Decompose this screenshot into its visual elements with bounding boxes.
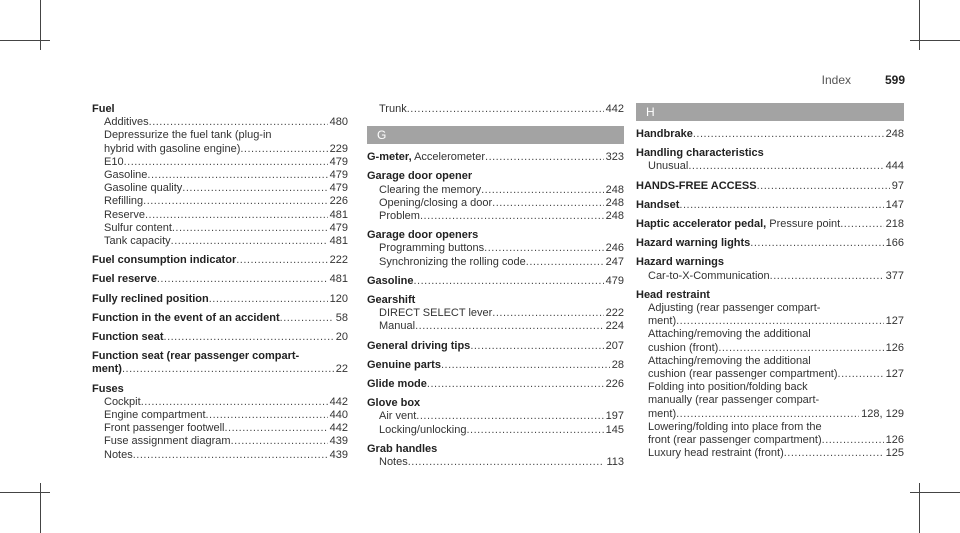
index-entry[interactable]: Fuel reserve ..... 481 xyxy=(92,273,348,286)
index-entry[interactable]: Programming buttons ..... 246 xyxy=(367,242,624,255)
index-column-3 xyxy=(636,103,904,460)
index-entry[interactable]: Front passenger footwell ..... 442 xyxy=(92,422,348,435)
index-entry[interactable]: Hazard warning lights ..... 166 xyxy=(636,237,904,250)
crop-mark xyxy=(919,483,920,533)
index-entry[interactable]: HANDS-FREE ACCESS ..... 97 xyxy=(636,180,904,193)
index-entry[interactable]: Gasoline ..... 479 xyxy=(92,169,348,182)
index-entry[interactable]: Synchronizing the rolling code ..... 247 xyxy=(367,256,624,269)
index-heading: Grab handles xyxy=(367,442,438,455)
index-entry[interactable]: DIRECT SELECT lever ..... 222 xyxy=(367,307,624,320)
index-entry[interactable]: ment) ..... 127 xyxy=(636,315,904,328)
index-entry-text: manually (rear passenger compart- xyxy=(648,394,820,407)
crop-mark xyxy=(919,0,920,50)
index-entry[interactable]: Notes ..... 439 xyxy=(92,449,348,462)
section-header-h: H xyxy=(636,103,904,121)
index-entry[interactable]: Function in the event of an accident ..... 58 xyxy=(92,312,348,325)
index-entry[interactable]: General driving tips ..... 207 xyxy=(367,340,624,353)
index-column-1 xyxy=(92,103,348,462)
index-heading: Fuel xyxy=(92,103,115,115)
index-entry[interactable]: Tank capacity ..... 481 xyxy=(92,235,348,248)
index-entry[interactable]: front (rear passenger compartment) ..... 126 xyxy=(636,434,904,447)
index-entry[interactable]: Fuel consumption indicator ..... 222 xyxy=(92,254,348,267)
index-entry[interactable]: cushion (front) ..... 126 xyxy=(636,342,904,355)
index-heading: Head restraint xyxy=(636,288,710,301)
crop-mark xyxy=(910,492,960,493)
index-entry[interactable]: Cockpit ..... 442 xyxy=(92,396,348,409)
index-entry[interactable]: Opening/closing a door ..... 248 xyxy=(367,197,624,210)
index-entry[interactable]: Handset ..... 147 xyxy=(636,199,904,212)
index-column-2 xyxy=(367,103,624,469)
crop-mark xyxy=(40,483,41,533)
index-entry[interactable]: ment) ..... 22 xyxy=(92,363,348,376)
index-entry-text: Depressurize the fuel tank (plug-in xyxy=(104,129,272,142)
index-entry[interactable]: ment) ..... 128, 129 xyxy=(636,408,904,421)
index-heading: Garage door opener xyxy=(367,170,473,183)
index-entry[interactable]: Gasoline ..... 479 xyxy=(367,275,624,288)
index-entry[interactable]: cushion (rear passenger compartment) ..... 127 xyxy=(636,368,904,381)
index-entry[interactable]: Trunk ..... 442 xyxy=(367,103,624,116)
index-entry[interactable]: Locking/unlocking ..... 145 xyxy=(367,424,624,437)
index-heading: Gearshift xyxy=(367,294,416,307)
index-entry[interactable]: Engine compartment ..... 440 xyxy=(92,409,348,422)
index-heading: Fuses xyxy=(92,382,124,395)
index-entry-text: Adjusting (rear passenger compart- xyxy=(648,302,821,315)
index-entry[interactable]: Additives ..... 480 xyxy=(92,116,348,129)
index-entry[interactable]: Car-to-X-Communication ..... 377 xyxy=(636,270,904,283)
index-heading: Garage door openers xyxy=(367,229,479,242)
index-entry[interactable]: Fully reclined position ..... 120 xyxy=(92,293,348,306)
index-entry[interactable]: Air vent ..... 197 xyxy=(367,410,624,423)
index-entry[interactable]: Handbrake ..... 248 xyxy=(636,128,904,141)
section-header-g: G xyxy=(367,126,624,144)
index-entry[interactable]: Genuine parts ..... 28 xyxy=(367,359,624,372)
index-entry[interactable]: Fuse assignment diagram ..... 439 xyxy=(92,435,348,448)
index-entry-text: Attaching/removing the additional xyxy=(648,354,811,367)
index-entry[interactable]: Clearing the memory ..... 248 xyxy=(367,184,624,197)
index-entry[interactable]: Luxury head restraint (front) ..... 125 xyxy=(636,447,904,460)
index-entry[interactable]: Glide mode ..... 226 xyxy=(367,378,624,391)
index-entry[interactable]: G-meter, Accelerometer ..... 323 xyxy=(367,151,624,164)
crop-mark xyxy=(910,40,960,41)
index-entry[interactable]: Reserve ..... 481 xyxy=(92,209,348,222)
index-entry[interactable]: E10 ..... 479 xyxy=(92,156,348,169)
index-entry[interactable]: Manual ..... 224 xyxy=(367,320,624,333)
crop-mark xyxy=(0,40,50,41)
page-number: 599 xyxy=(884,73,905,87)
index-label: Index xyxy=(821,73,851,87)
index-entry[interactable]: hybrid with gasoline engine) ..... 229 xyxy=(92,143,348,156)
crop-mark xyxy=(40,0,41,50)
index-entry[interactable]: Haptic accelerator pedal, Pressure point ..... 218 xyxy=(636,218,904,231)
index-entry[interactable]: Notes ..... 113 xyxy=(367,456,624,469)
index-entry[interactable]: Function seat ..... 20 xyxy=(92,331,348,344)
index-entry[interactable]: Refilling ..... 226 xyxy=(92,195,348,208)
index-heading: Handling characteristics xyxy=(636,147,764,160)
crop-mark xyxy=(0,492,50,493)
index-entry[interactable]: Gasoline quality ..... 479 xyxy=(92,182,348,195)
index-heading: Hazard warnings xyxy=(636,256,725,269)
index-entry-text: Folding into position/folding back xyxy=(648,381,808,394)
index-entry[interactable]: Unusual ..... 444 xyxy=(636,160,904,173)
index-entry[interactable]: Sulfur content ..... 479 xyxy=(92,222,348,235)
index-heading: Function seat (rear passenger compart- xyxy=(92,350,300,363)
index-entry-text: Attaching/removing the additional xyxy=(648,328,811,341)
index-entry[interactable]: Problem ..... 248 xyxy=(367,210,624,223)
index-entry-text: Lowering/folding into place from the xyxy=(648,420,822,433)
index-heading: Glove box xyxy=(367,397,421,410)
